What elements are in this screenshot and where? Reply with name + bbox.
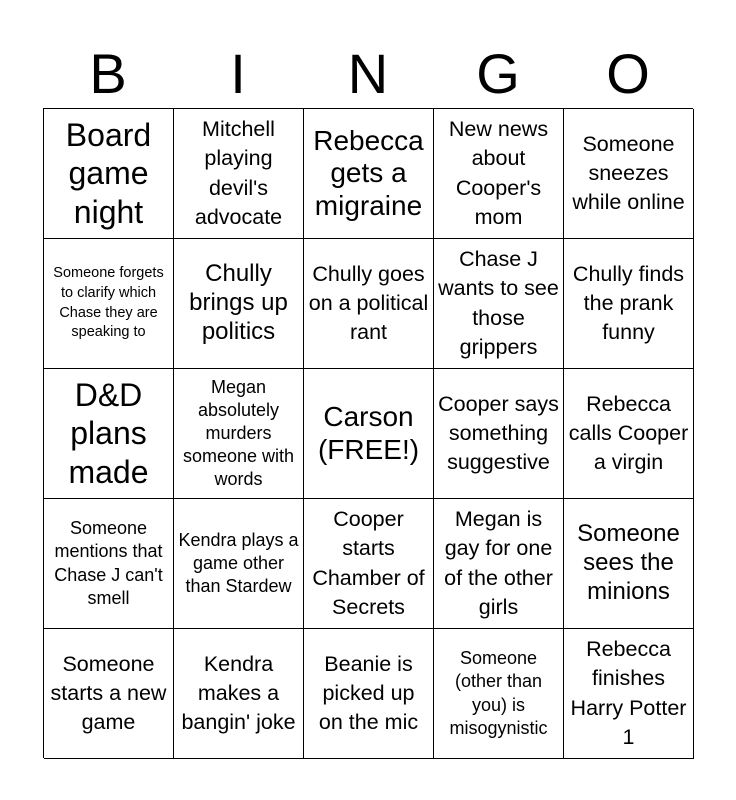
cell-text: Someone forgets to clarify which Chase they are speaking to [53, 265, 164, 341]
bingo-cell[interactable] [174, 499, 304, 629]
cell-text: Carson (FREE!) [317, 401, 420, 465]
bingo-cell[interactable] [564, 369, 694, 499]
cell-text: Someone (other than you) is misogynistic [449, 648, 548, 738]
bingo-cell[interactable] [174, 629, 304, 759]
free-space-cell[interactable] [304, 369, 434, 499]
bingo-cell[interactable] [304, 629, 434, 759]
bingo-cell[interactable] [304, 499, 434, 629]
bingo-cell[interactable] [434, 239, 564, 369]
bingo-cell[interactable] [564, 629, 694, 759]
header-letter-n: N [347, 42, 389, 105]
cell-text: D&D plans made [68, 376, 149, 490]
bingo-cell[interactable] [434, 109, 564, 239]
bingo-cell[interactable] [564, 499, 694, 629]
bingo-cell[interactable] [434, 369, 564, 499]
cell-text: Kendra plays a game other than Stardew [178, 529, 299, 597]
header-letter-o: O [606, 42, 650, 105]
cell-text: Rebecca calls Cooper a virgin [568, 391, 689, 474]
cell-text: Cooper starts Chamber of Secrets [312, 507, 425, 619]
bingo-cell[interactable] [44, 499, 174, 629]
bingo-cell[interactable] [174, 109, 304, 239]
cell-text: Board game night [65, 116, 152, 230]
cell-text: Someone sees the minions [577, 520, 680, 605]
bingo-header [43, 44, 693, 104]
cell-text: Someone sneezes while online [572, 131, 685, 214]
header-letter-i: I [230, 42, 246, 105]
cell-text: Someone mentions that Chase J can't smell [54, 518, 163, 608]
cell-text: Megan is gay for one of the other girls [444, 507, 553, 619]
header-letter-g: G [476, 42, 520, 105]
bingo-cell[interactable] [564, 239, 694, 369]
bingo-cell[interactable] [304, 109, 434, 239]
cell-text: Chully brings up politics [189, 260, 288, 345]
bingo-cell[interactable] [174, 369, 304, 499]
bingo-cell[interactable] [44, 239, 174, 369]
cell-text: New news about Cooper's mom [448, 117, 549, 229]
bingo-cell[interactable] [44, 369, 174, 499]
cell-text: Rebecca gets a migraine [313, 124, 424, 221]
cell-text: Chully finds the prank funny [572, 261, 685, 344]
cell-text: Cooper says something suggestive [438, 391, 559, 474]
bingo-cell[interactable] [174, 239, 304, 369]
cell-text: Rebecca finishes Harry Potter 1 [570, 637, 687, 749]
bingo-cell[interactable] [304, 239, 434, 369]
cell-text: Chully goes on a political rant [308, 261, 429, 344]
bingo-board [43, 108, 693, 758]
bingo-cell[interactable] [434, 629, 564, 759]
cell-text: Megan absolutely murders someone with words [182, 376, 295, 490]
bingo-cell[interactable] [44, 629, 174, 759]
cell-text: Kendra makes a bangin' joke [181, 651, 296, 734]
bingo-cell[interactable] [564, 109, 694, 239]
cell-text: Beanie is picked up on the mic [318, 651, 419, 734]
bingo-cell[interactable] [434, 499, 564, 629]
header-letter-b: B [89, 42, 127, 105]
cell-text: Mitchell playing devil's advocate [194, 117, 283, 229]
cell-text: Chase J wants to see those grippers [438, 247, 559, 359]
bingo-cell[interactable] [44, 109, 174, 239]
cell-text: Someone starts a new game [50, 651, 167, 734]
